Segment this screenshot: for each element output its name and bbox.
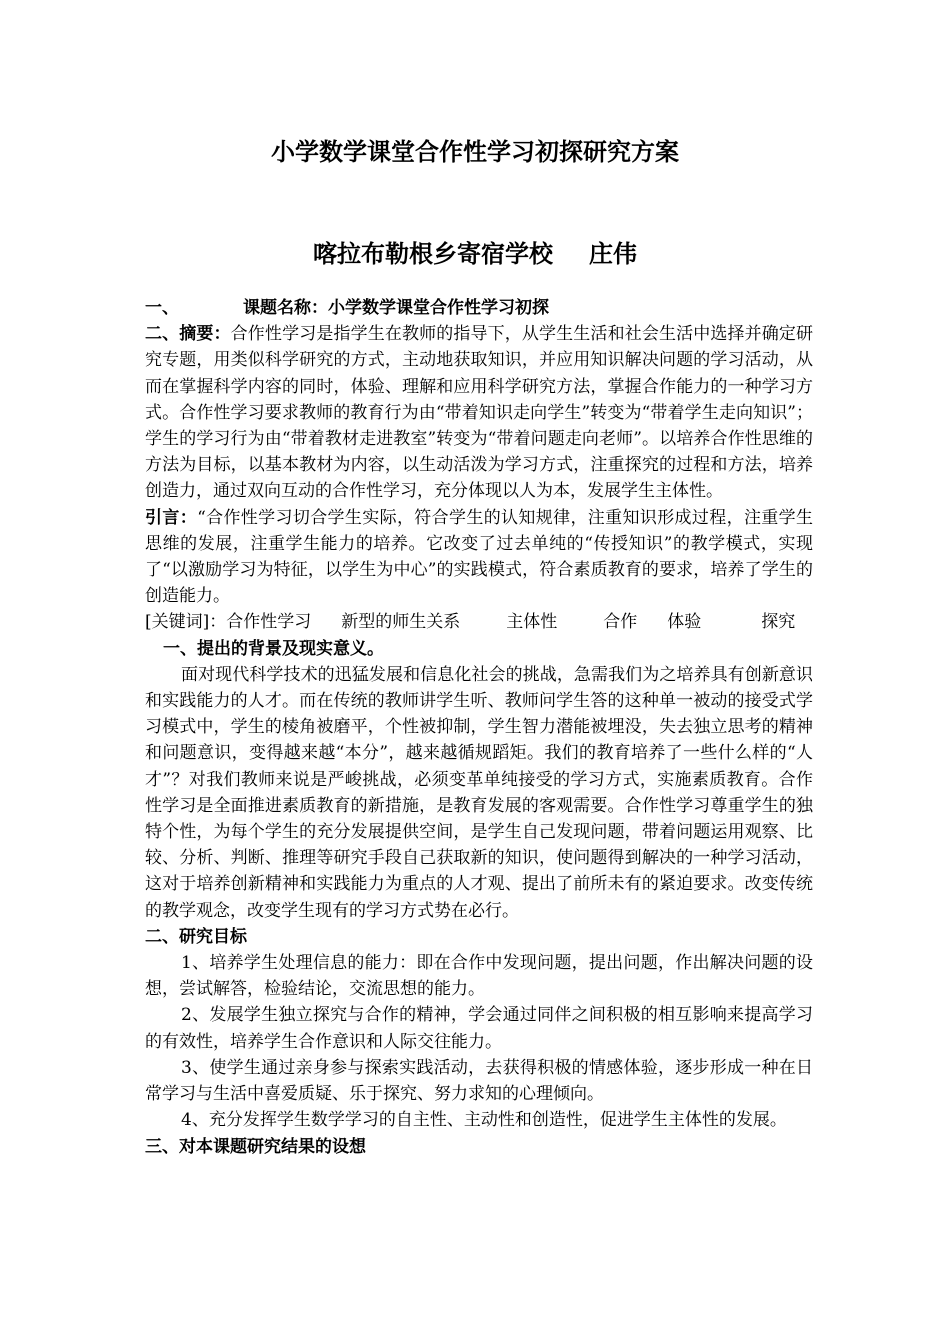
intro-label: 引言： (145, 507, 198, 528)
school-name: 喀拉布勒根乡寄宿学校 (313, 240, 553, 268)
abstract-text: 合作性学习是指学生在教师的指导下，从学生生活和社会生活中选择并确定研究专题，用类似科学研究的方式，主动地获取知识，并应用知识解决问题的学习活动，从而在掌握科学内容的同时，体验、理解和应用科学研究方法，掌握合作能力的一种学习方式。合作性学习要求教师的教育行为由“带着知识走向学生”转变为“带着学生走向知识”；学生的学习行为由“带着教材走进教室”转变为“带着问题走向老师”。以培养合作性思维的方法为目标，以基本教材为内容，以生动活泼为学习方式，注重探究的过程和方法，培养创造力，通过双向互动的合作性学习，充分体现以人为本，发展学生主体性。 (145, 324, 814, 502)
author-line (0, 234, 950, 269)
document-body (145, 295, 813, 1160)
section3-heading: 三、对本课题研究结果的设想 (145, 1136, 366, 1157)
topic-text: 小学数学课堂合作性学习初探 (328, 298, 549, 318)
section1-heading: 一、提出的背景及现实意义。 (163, 638, 384, 659)
topic-line (145, 295, 813, 321)
section2-heading: 二、研究目标 (145, 926, 247, 947)
intro-text: “合作性学习切合学生实际，符合学生的认知规律，注重知识形成过程，注重学生思维的发展，注重学生能力的培养。它改变了过去单纯的“传授知识”的教学模式，实现了“以激励学习为特征，以学生为中心”的实践模式，符合素质教育的要求，培养了学生的创造能力。 (145, 507, 813, 607)
goal-item: 3、使学生通过亲身参与探索实践活动，去获得积极的情感体验，逐步形成一种在日常学习与生活中喜爱质疑、乐于探究、努力求知的心理倾向。 (145, 1057, 813, 1105)
section1-paragraph: 面对现代科学技术的迅猛发展和信息化社会的挑战，急需我们为之培养具有创新意识和实践能力的人才。而在传统的教师讲学生听、教师问学生答的这种单一被动的接受式学习模式中，学生的棱角被磨平，个性被抑制，学生智力潜能被埋没，失去独立思考的精神和问题意识，变得越来越“本分”，越来越循规蹈矩。我们的教育培养了一些什么样的“人才”？对我们教师来说是严峻挑战，必须变革单纯接受的学习方式，实施素质教育。合作性学习是全面推进素质教育的新措施，是教育发展的客观需要。合作性学习尊重学生的独特个性，为每个学生的充分发展提供空间，是学生自己发现问题，带着问题运用观察、比较、分析、判断、推理等研究手段自己获取新的知识，使问题得到解决的一种学习活动，这对于培养创新精神和实践能力为重点的人才观、提出了前所未有的紧迫要求。改变传统的教学观念，改变学生现有的学习方式势在必行。 (145, 664, 813, 921)
goal-item: 1、培养学生处理信息的能力：即在合作中发现问题，提出问题，作出解决问题的设想，尝试解答，检验结论，交流思想的能力。 (145, 953, 813, 1000)
topic-number: 一、 (145, 298, 179, 318)
abstract-label: 二、摘要： (145, 324, 231, 345)
keywords-line (145, 609, 813, 635)
intro-paragraph (145, 505, 813, 610)
goal-item: 2、发展学生独立探究与合作的精神，学会通过同伴之间积极的相互影响来提高学习的有效性，培养学生合作意识和人际交往能力。 (145, 1005, 813, 1052)
keyword: 新型的师生关系 (341, 612, 461, 633)
abstract-paragraph (145, 321, 813, 504)
keyword: 探究 (761, 612, 796, 633)
keyword: 主体性 (506, 612, 558, 633)
topic-label: 课题名称： (243, 298, 328, 318)
keyword: 合作 (603, 612, 638, 633)
author-name: 庄伟 (589, 240, 637, 268)
goal-item: 4、充分发挥学生数学学习的自主性、主动性和创造性，促进学生主体性的发展。 (181, 1110, 787, 1131)
keyword: 合作性学习 (226, 612, 312, 633)
document-title: 小学数学课堂合作性学习初探研究方案 (271, 138, 679, 166)
keywords-label: [关键词]： (145, 612, 227, 633)
keyword: 体验 (667, 612, 702, 633)
